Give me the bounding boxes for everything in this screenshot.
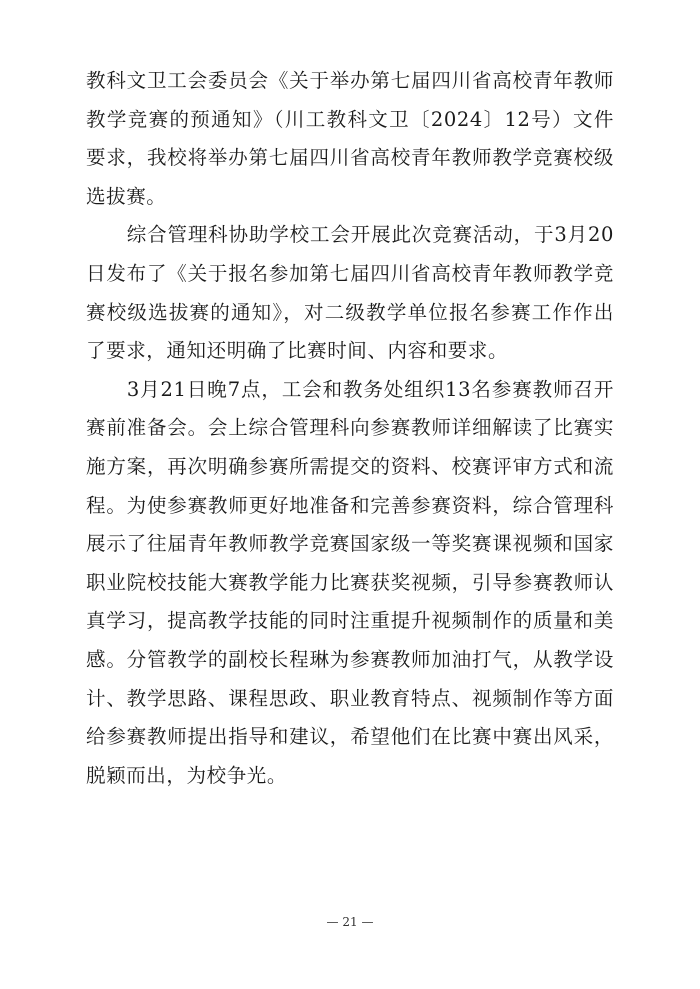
paragraph-1: 教科文卫工会委员会《关于举办第七届四川省高校青年教师教学竞赛的预通知》（川工教科文卫〔2024〕12号）文件要求，我校将举办第七届四川省高校青年教师教学竞赛校级选拔赛。 bbox=[86, 69, 614, 208]
page-number: — 21 — bbox=[326, 915, 374, 929]
body-text bbox=[86, 62, 614, 795]
paragraph-3: 3月21日晚7点，工会和教务处组织13名参赛教师召开赛前准备会。会上综合管理科向参赛教师详细解读了比赛实施方案，再次明确参赛所需提交的资料、校赛评审方式和流程。为使参赛教师更好地准备和完善参赛资料，综合管理科展示了往届青年教师教学竞赛国家级一等奖赛课视频和国家职业院校技能大赛教学能力比赛获奖视频，引导参赛教师认真学习，提高教学技能的同时注重提升视频制作的质量和美感。分管教学的副校长程琳为参赛教师加油打气，从教学设计、教学思路、课程思政、职业教育特点、视频制作等方面给参赛教师提出指导和建议，希望他们在比赛中赛出风采，脱颖而出，为校争光。 bbox=[86, 377, 614, 787]
paragraph-2: 综合管理科协助学校工会开展此次竞赛活动，于3月20日发布了《关于报名参加第七届四川省高校青年教师教学竞赛校级选拔赛的通知》，对二级教学单位报名参赛工作作出了要求，通知还明确了比赛时间、内容和要求。 bbox=[86, 223, 614, 363]
